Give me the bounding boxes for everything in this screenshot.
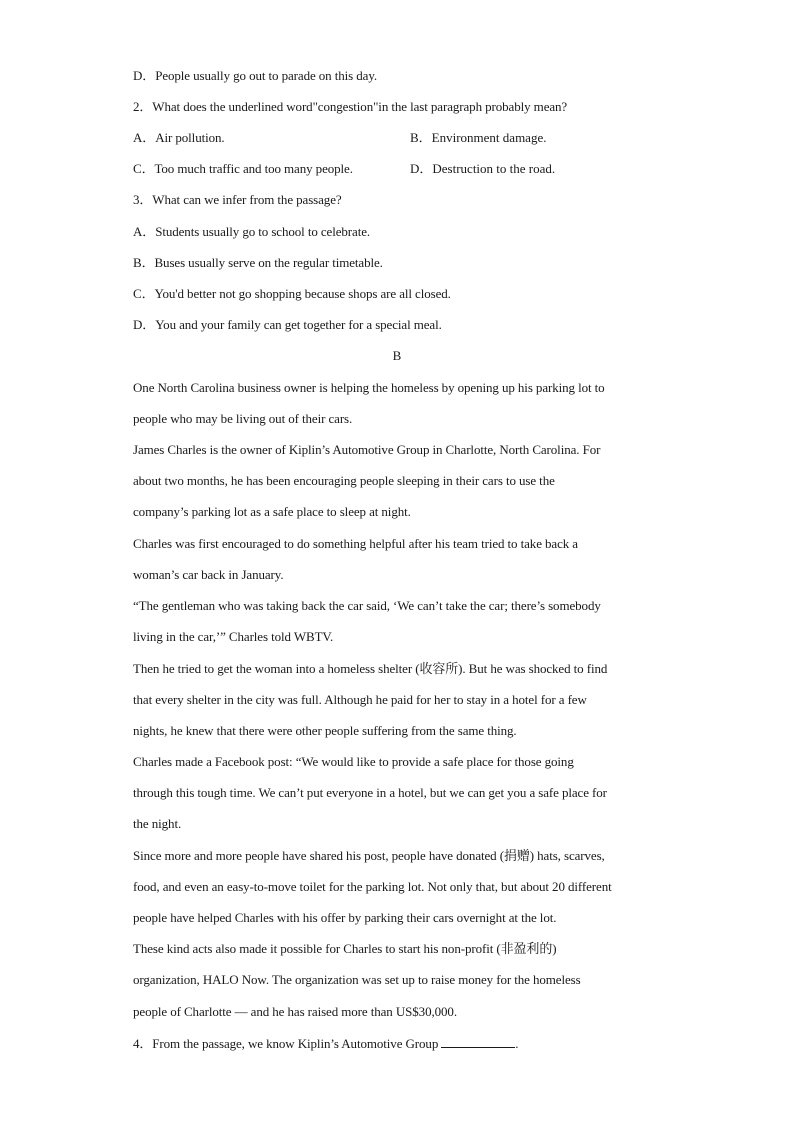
- passage-line: One North Carolina business owner is helping the homeless by opening up his parking lot to: [133, 380, 605, 395]
- q3-option-b: B．Buses usually serve on the regular timetable.: [133, 255, 383, 270]
- passage-line: Since more and more people have shared his post, people have donated (捐赠) hats, scarves,: [133, 848, 605, 863]
- passage-line: people of Charlotte — and he has raised more than US$30,000.: [133, 1004, 457, 1019]
- q2-stem: 2．What does the underlined word"congestion"in the last paragraph probably mean?: [133, 99, 568, 114]
- passage-line: company’s parking lot as a safe place to sleep at night.: [133, 504, 411, 519]
- q1-option-d: D．People usually go out to parade on this day.: [133, 68, 378, 83]
- passage-line: through this tough time. We can’t put everyone in a hotel, but we can get you a safe place for: [133, 785, 607, 800]
- passage-line: woman’s car back in January.: [133, 567, 284, 582]
- section-b-heading: B: [392, 348, 402, 363]
- passage-line: about two months, he has been encouraging people sleeping in their cars to use the: [133, 473, 555, 488]
- q3-stem: 3．What can we infer from the passage?: [133, 192, 342, 207]
- passage-line: organization, HALO Now. The organization was set up to raise money for the homeless: [133, 972, 581, 987]
- q3-option-c: C．You'd better not go shopping because shops are all closed.: [133, 286, 451, 301]
- passage-line: Charles made a Facebook post: “We would like to provide a safe place for those going: [133, 754, 574, 769]
- q4-end-mark: .: [515, 1036, 519, 1051]
- passage-line: people who may be living out of their cars.: [133, 411, 353, 426]
- q4-stem: 4．From the passage, we know Kiplin’s Automotive Group: [133, 1036, 439, 1051]
- passage-line: people have helped Charles with his offer by parking their cars overnight at the lot.: [133, 910, 557, 925]
- q2-option-d: D．Destruction to the road.: [410, 161, 556, 176]
- passage-line: that every shelter in the city was full. Although he paid for her to stay in a hotel for a few: [133, 692, 587, 707]
- passage-line: Charles was first encouraged to do something helpful after his team tried to take back a: [133, 536, 578, 551]
- passage-line: “The gentleman who was taking back the car said, ‘We can’t take the car; there’s somebody: [133, 598, 601, 613]
- q4-answer-blank: [441, 1035, 515, 1048]
- passage-line: food, and even an easy-to-move toilet for the parking lot. Not only that, but about 20 different: [133, 879, 612, 894]
- q3-option-a: A．Students usually go to school to celebrate.: [133, 224, 371, 239]
- passage-line: These kind acts also made it possible for Charles to start his non-profit (非盈利的): [133, 941, 557, 956]
- passage-line: the night.: [133, 816, 182, 831]
- passage-line: nights, he knew that there were other people suffering from the same thing.: [133, 723, 517, 738]
- q3-option-d: D．You and your family can get together for a special meal.: [133, 317, 442, 332]
- q4-line: [133, 1035, 673, 1052]
- passage-line: Then he tried to get the woman into a homeless shelter (收容所). But he was shocked to find: [133, 661, 608, 676]
- q2-option-b: B．Environment damage.: [410, 130, 547, 145]
- q2-option-c: C．Too much traffic and too many people.: [133, 161, 353, 176]
- passage-line: James Charles is the owner of Kiplin’s Automotive Group in Charlotte, North Carolina. For: [133, 442, 601, 457]
- q2-option-a: A．Air pollution.: [133, 130, 225, 145]
- passage-line: living in the car,’” Charles told WBTV.: [133, 629, 334, 644]
